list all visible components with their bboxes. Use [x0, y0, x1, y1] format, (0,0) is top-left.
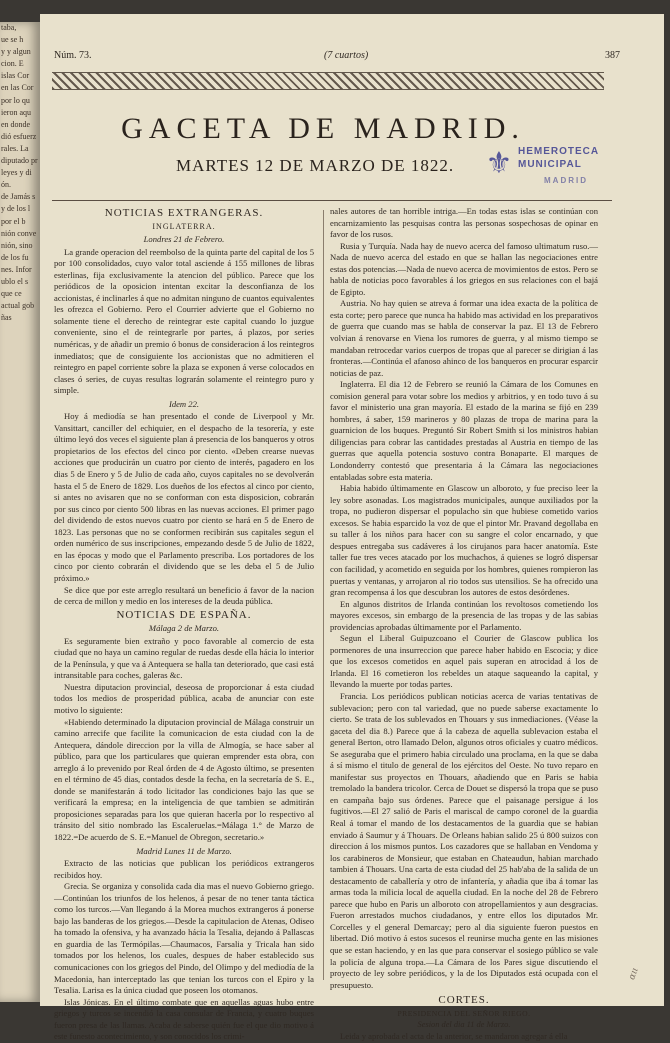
article-paragraph: Hoy á mediodía se han presentado el conde de Liverpool y Mr. Vansittart, canciller del echiquier, en el despacho de la tesorería, y este último leyó dos veces el siguiente plan á presencia de los banqueros y otros propietarios de los efectos del cinco por ciento. «Deben crearse nuevas acciones que producirán un cuatro por ciento de interés, pagadero en los dias 5 de Enero y 5 de Julio de cada año, cuyos capitales no se devolverán hasta el 5 de Enero de 1829. Los dueños de los efectos al cinco por ciento, si antes no avisaren que no se conforman con esta disposicion, cobrarán por sus cinco por ciento 500 libras en las nuevas acciones. El primer pago del dividendo de estos nuevos cuatro por ciento se hará en 5 de Enero de 1823. Las personas que no se conformen recibirán sus capitales segun el orden numérico de sus inscripciones, empezando desde 5 de Julio de 1822, en las épocas y modo que el Parlamento prescriba. Los portadores de los cinco por ciento cobrarán el dividendo que se les deba el 5 de Julio próximo.»: [54, 411, 314, 583]
article-paragraph: Francia. Los periódicos publican noticias acerca de varias tentativas de sublevacion; pero con tal variedad, que no puede saberse exactamente lo cierto. Se trata de los sublevados en Thouars y sus inmediaciones. (Véase la gaceta del dia 8.) Parece que á la cabeza de aquella sublevacion estaba el general Berton, otro llamado Delon, algunos otros oficiales y cuatro médicos. Se aseguraba que el primero habia circulado una proclama, en la que se daba á sí mismo el titulo de general de los ejércitos del Oeste. No tuvo reparo en manifestar sus proyectos en Thouars, añadiendo que en Paris se habia tremolado la bandera tricolor. Cerca de Douet se dispersó la tropa que se puso en campaña bajo sus órdenes. Parece que el paisanage persigue á los fugitivos.—El 27 salió de Paris el mariscal de campo coronel de la guardia Real á tomar el mando de los destacamentos de la guardia que se habian enviado á Saumur y á Thouars. De Orleans habian salido 25 ú 800 suizos con direccion á los mismos puntos. Los cazadores que se hallaban en Vendoma y los carabineros de Monsieur, que estaban en Chateaudun, habian marchado tambien á Thouars. Una carta de esta ciudad del 25 hab'aba de la salida de un destacamento de caballería y otro de infantería, y añadia que iba á tomar las armas toda la milicia local de aquella ciudad. En la noche del 28 de Febrero parece que hubo en Paris un alboroto con atropellamientos y aun desgracias. Fueron arrestados muchos ciudadanos, y entre ellos los diputados Mr. Corcelles y el general Demarcay; pero al dia siguiente fueron puestos en libertad. Dió motivo á estos sucesos el reunirse mucha gente en las misiones que se estan haciendo, y en las que para conservar el sosiego público se vale la policía de alguna tropa.—La Cámara de los Pares sigue discutiendo el proyecto de ley sobre periódicos, y la de los Diputados está ocupada con el presupuesto.: [330, 690, 598, 990]
adjacent-page-line: ón.: [1, 180, 11, 190]
article-paragraph: Rusia y Turquía. Nada hay de nuevo acerca del famoso ultimatum ruso.—Nada de nuevo acerca del estado en que se hallan las negociaciones entre estas dos potencias.—Nada de nuevo acerca de movimientos de estos. Pero se habla de noticias poco favorables á los griegos en sus relaciones con el bajá de Egipto.: [330, 240, 598, 297]
dateline-london-21: Londres 21 de Febrero.: [143, 234, 225, 245]
article-paragraph: Nuestra diputacion provincial, deseosa de proporcionar á esta ciudad todos los medios de prosperidad pública, acaba de anunciar con este motivo lo siguiente:: [54, 681, 314, 715]
article-paragraph: Islas Jónicas. En el último combate que en aquellas aguas hubo entre griegos y turcos se incendió la casa consular de Francia, y cuatro buques fueron presa de las llamas. Acaba de saberse quién fue el que dio motivo á este funesto acontecimiento, y son conocidos los crimi-: [54, 996, 314, 1042]
article-paragraph: Segun el Liberal Guipuzcoano el Courier de Glascow publica los pormenores de una insurreccion que parece haber habido en Escocia; y dice que los excesos cometidos en aquel pais superan en atrocidad á los de Irlanda. El 16 cometieron los rebeldes un ataque saqueando la capital, y llevando la muerte por todas partes.: [330, 633, 598, 690]
adjacent-page-line: dió esfuerz: [1, 131, 37, 141]
issue-date: MARTES 12 DE MARZO DE 1822.: [176, 156, 455, 175]
adjacent-page-line: diputado pr: [1, 156, 38, 166]
adjacent-page-line: ue se h: [1, 35, 24, 45]
country-heading-england: INGLATERRA.: [152, 221, 216, 231]
ornamental-band: [52, 72, 604, 90]
stamp-line-3: MADRID: [544, 176, 588, 185]
adjacent-page-line: nes. Infor: [1, 264, 32, 274]
adjacent-page-line: por lo qu: [1, 95, 30, 105]
adjacent-page-line: actual gob: [1, 301, 35, 311]
article-paragraph: La grande operacion del reembolso de la quinta parte del capital de los 5 por 100 consolidados, cuyo valor total asciende á 155 millones de libras esterlinas, fija exclusivamente la atencion del público. Parece que los periódicos de la oposicion intentan excitar la desconfianza de los accionistas, é inclinarles á que no admitan ninguno de cuantos equivalentes les ofrezca el Gobierno. Pero el Courrier advierte que el Gobierno no solamente tiene el derecho de reintegrar este capital cuando lo juzgue conveniente, sino el de reintegrarle por partes, á plazos, por series numéricas, y de añadir un premio ó bonus de consideracion á los reintegros inmediatos; que de consiguiente los accionistas que no admitieren el reintegro en papel corriente sobre la plaza se exponen á verse colocados en clases ó series, de cuyas resultas lograrán solamente el reintegro puro y simple.: [54, 246, 314, 396]
article-paragraph: nales autores de tan horrible intriga.—En todas estas islas se continúan con encarnizamiento las pesquisas contra las personas sospechosas de opinar en favor de los rusos.: [330, 206, 598, 240]
adjacent-page-line: nión conve: [1, 228, 37, 238]
adjacent-page-line: en las Cor: [1, 83, 34, 93]
adjacent-page-line: nión, sino: [1, 240, 33, 250]
column-divider: [323, 210, 324, 980]
article-paragraph: Habia habido últimamente en Glascow un alboroto, y fue preciso leer la ley sobre asonadas. Los magistrados municipales, aunque auxiliados por la tropa, no pudieron dispersar el populacho sin que hubiese cometido varios excesos. Se habia esparcido la voz de que el pintor Mr. Pravand degollaba en su taller á los niños para hacer con su sangre el color encarnado, y que despues entregaba sus cadáveres á los cirujanos para hacer anatomía. Este taller fue tres veces atacado por los muchachos, á quienes se logró dispersar con facilidad, y acometido en seguida por los hombres, quienes rompieron las puertas y ventanas, y arrojaron al rio todos sus utensilios. Se ha ofrecido una gran recompensa á los que descubran los autores de estos desórdenes.: [330, 483, 598, 598]
adjacent-page-line: que ce: [1, 289, 22, 299]
adjacent-page-line: y y algun: [1, 47, 31, 57]
library-stamp: [482, 142, 610, 194]
header-rule: [52, 200, 612, 201]
adjacent-page-line: por el b: [1, 216, 26, 226]
issue-price: (7 cuartos): [324, 50, 369, 61]
page-header: [54, 50, 620, 64]
article-paragraph: Se dice que por este arreglo resultará un beneficio á favor de la nacion de cerca de millon y medio en los intereses de la deuda pública.: [54, 584, 314, 607]
gazette-page: [40, 14, 664, 1042]
left-column: [54, 206, 314, 1042]
section-title-spain: NOTICIAS DE ESPAÑA.: [116, 608, 252, 621]
adjacent-page-line: cion. E: [1, 59, 24, 69]
adjacent-page-line: ieron aqu: [1, 107, 31, 117]
article-paragraph: Extracto de las noticias que publican los periódicos extrangeros recibidos hoy.: [54, 858, 314, 880]
cortes-presidency: PRESIDENCIA DEL SEÑOR RIEGO.: [397, 1008, 531, 1018]
adjacent-page-line: de Jamás s: [1, 192, 36, 202]
adjacent-page-line: de los fu: [1, 252, 29, 262]
dateline-idem-22: Idem 22.: [168, 398, 200, 409]
right-column: [330, 206, 598, 1041]
adjacent-page-line: ñas: [1, 313, 12, 323]
article-paragraph: En algunos distritos de Irlanda continúan los revoltosos cometiendo los mayores excesos, sin embargo de la presencia de las tropas y de las sabias providencias aprobadas últimamente por el Parlamento.: [330, 598, 598, 632]
article-paragraph: Leida y aprobada el acta de la anterior, se mandaron agregar á ella: [340, 1030, 568, 1041]
article-paragraph: Grecia. Se organiza y consolida cada dia mas el nuevo Gobierno griego.—Continúan los triunfos de los helenos, á pesar de no tener tanta táctica como los turcos.—Van llegando á la Morea muchos extrangeros á ponerse bajo las banderas de los griegos.—Desde la capitulacion de Atenas, Odiseo ha tomado la ofensiva, y ha avanzado hácia la Tesalia, dejando á Pallascas en guardia de las Termópilas.—Chaumacos, Farsalia y Tricala han sido tomados por los helenos, los cuales, despues de haber establecido sus comunicaciones con los griegos del Pindo, del Olimpo y del mediodía de la Macedonia, han interceptado las que tenian los turcos con el Epiro y la Tesalia. Larisa es la única ciudad que poseen los otomanos.: [54, 881, 314, 996]
adjacent-page-edge: [0, 22, 40, 1002]
stamp-line-2: MUNICIPAL: [518, 159, 582, 170]
adjacent-page-line: en donde: [1, 119, 31, 129]
pencil-annotation: ɑıı: [627, 966, 641, 982]
masthead-title: GACETA DE MADRID.: [121, 112, 525, 145]
section-title-foreign: NOTICIAS EXTRANGERAS.: [104, 207, 264, 219]
dateline-madrid: Madrid Lunes 11 de Marzo.: [136, 845, 232, 856]
article-paragraph: Austria. No hay quien se atreva á formar una idea exacta de la política de esta corte; pero parece que nunca ha habido mas actividad en los preparativos de guerra que cuando mas se habla de conservar la paz. El 13 de Febrero volvian á renovarse en Viena los rumores de guerra, y al mismo tiempo se mandaban retrocedar varios cuerpos de tropas que al parecer se dirigian á las fronteras.—Continúa el afanoso ahinco de los banqueros en procurar esparcir noticias de paz.: [330, 298, 598, 378]
adjacent-page-line: y de los l: [1, 204, 31, 214]
dateline-malaga: Málaga 2 de Marzo.: [148, 623, 220, 634]
section-title-cortes: CORTES.: [438, 994, 490, 1007]
adjacent-page-text: [0, 22, 40, 324]
adjacent-page-line: ublo el s: [1, 276, 29, 286]
issue-number: Núm. 73.: [54, 50, 92, 61]
session-date: Sesion del dia 11 de Marzo.: [417, 1020, 511, 1030]
article-paragraph: Es seguramente bien extraño y poco favorable al comercio de esta ciudad que no haya un camino regular de ruedas desde ella hácia lo interior de la Península, y que va á Antequera se halla tan deteriorado, que casi está intransitable para coches, galeras &c.: [54, 635, 314, 681]
article-paragraph: «Habiendo determinado la diputacion provincial de Málaga construir un camino arrecife que facilite la comunicacion de esta ciudad con la de Antequera, dándole direccion por la villa de Almogía, se hace saber al público, para que los particulares que quieran emprender esta obra, con arreglo á lo prevenido por Real órden de 4 de Agosto último, se presenten en el término de 45 dias, contados desde la fecha, en la secretaría de S. E., donde se manifestarán á todo licitador las condiciones bajo las que se verificará la empresa; en la inteligencia de que tambien se admitirán proposiciones separadas para los que quieran hacerla por lo respectivo al tránsito del sitio nombrado las Escaleruelas.=Málaga 1.° de Marzo de 1822.=De acuerdo de S. E.=Manuel de Obregon, secretario.»: [54, 716, 314, 842]
adjacent-page-line: islas Cor: [1, 71, 30, 81]
adjacent-page-line: taba,: [1, 23, 17, 32]
adjacent-page-line: leyes y di: [1, 168, 32, 178]
article-paragraph: Inglaterra. El dia 12 de Febrero se reunió la Cámara de los Comunes en comision general para votar sobre los medios y arbitrios, y en todo tuvo á su favor el ministerio una gran mayoría. El estado de la marina se fijó en 239 hombres, á saber, 159 marineros y 80 plazas de tropa de marina para la guarnicion de los buques. Preguntó Sir Robert Smith si los ministros habian diligencias para cobrar las cantidades prestadas al Austria en tiempo de las guerras que aquella potencia sostuvo contra Bonaparte. El marques de Londonderry contestó que presentaria á la Cámara las negociaciones entabladas sobre esta materia.: [330, 379, 598, 482]
coat-of-arms-icon: ⚜: [485, 146, 513, 181]
adjacent-page-line: rales. La: [1, 143, 29, 153]
page-number: 387: [605, 50, 620, 61]
stamp-line-1: HEMEROTECA: [518, 146, 600, 157]
